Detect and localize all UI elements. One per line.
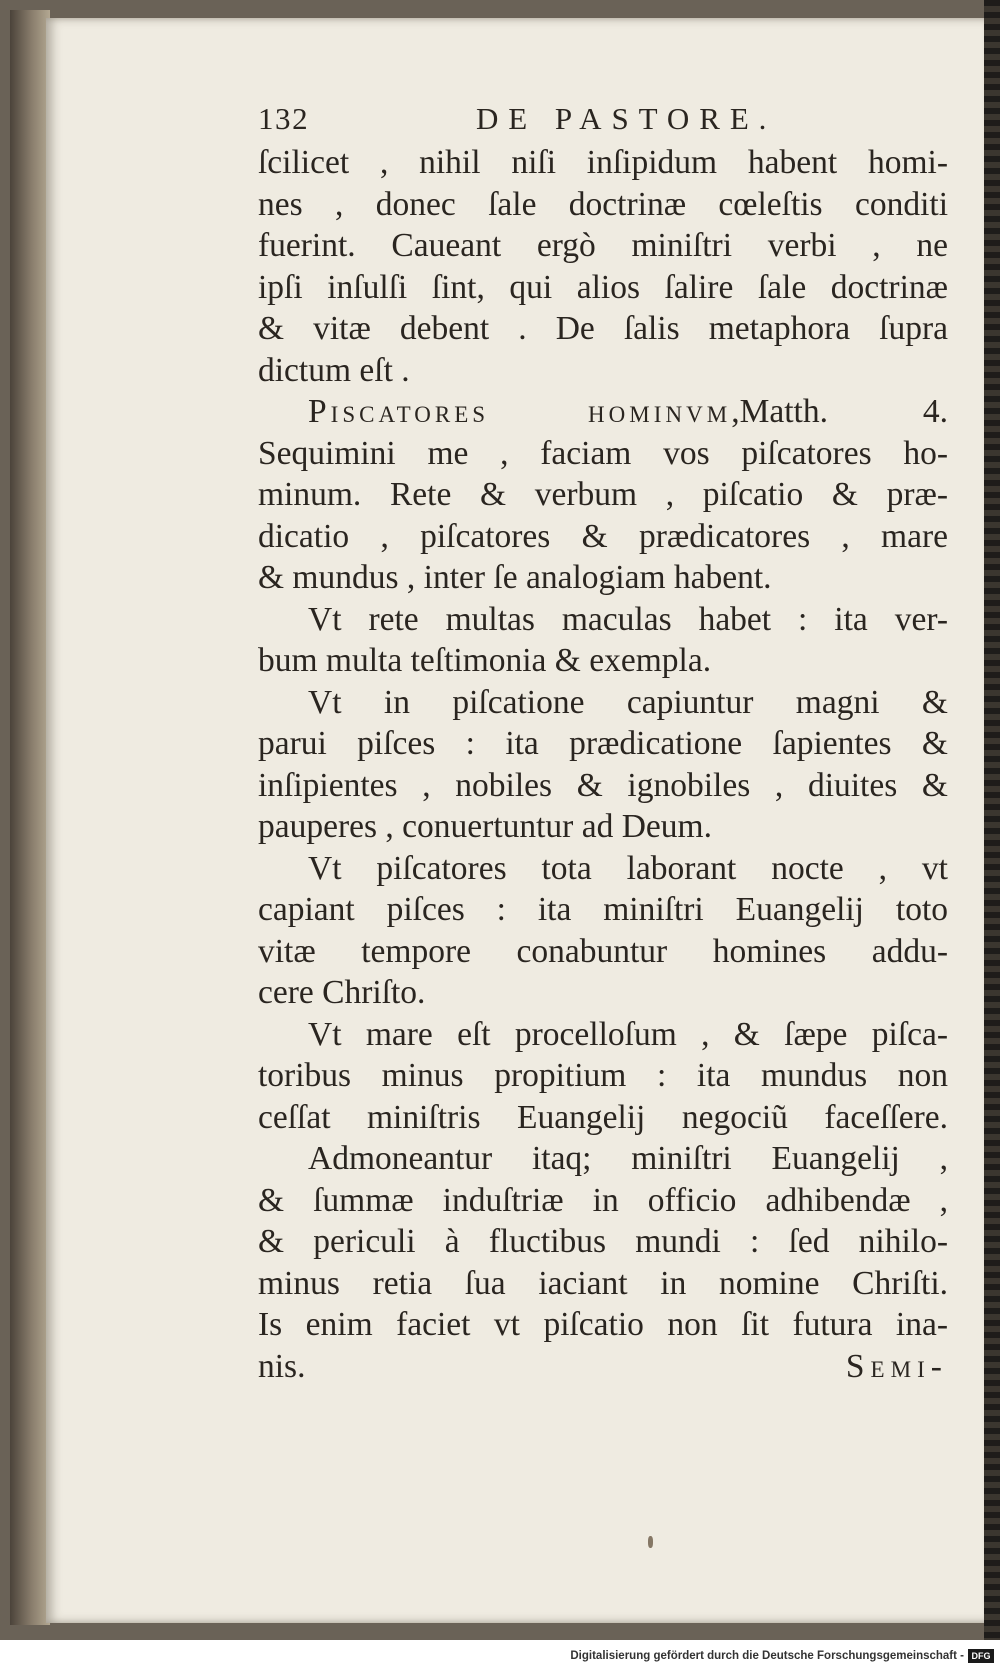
section-lead-reference: ,Matth. 4.	[731, 393, 948, 430]
text-line: bum multa teſtimonia & exempla.	[258, 642, 712, 679]
text-line: parui piſces : ita prædicatione ſapientes &	[258, 725, 948, 762]
footer-bar	[0, 1640, 1000, 1673]
text-line: & mundus , inter ſe analogiam habent.	[258, 559, 772, 596]
text-line: ipſi inſulſi ſint, qui alios ſalire ſale doctrinæ	[258, 268, 948, 306]
running-title: DE PASTORE.	[476, 101, 777, 136]
last-line-with-catchword	[258, 1346, 948, 1388]
text-line: & ſummæ induſtriæ in officio adhibendæ ,	[258, 1181, 948, 1219]
text-line: pauperes , conuertuntur ad Deum.	[258, 808, 712, 845]
text-line: & vitæ debent . De ſalis metaphora ſupra	[258, 310, 948, 347]
paragraph-first-line: Vt piſcatores tota laborant nocte , vt	[308, 849, 948, 887]
page-edge-strip	[984, 0, 1000, 1640]
page-number: 132	[258, 101, 310, 136]
text-line: & periculi à fluctibus mundi : ſed nihilo-	[258, 1223, 948, 1260]
text-line: dictum eſt .	[258, 351, 410, 389]
paragraph-first-line: Vt mare eſt procelloſum , & ſæpe piſca-	[308, 1015, 948, 1053]
dfg-logo: DFG	[968, 1649, 994, 1663]
text-line: fuerint. Caueant ergò miniſtri verbi , ne	[258, 227, 948, 264]
text-line-end: nis.	[258, 1347, 306, 1385]
text-line: dicatio , piſcatores & prædicatores , mare	[258, 517, 948, 555]
running-head	[258, 98, 948, 142]
paragraph-first-line: Vt in piſcatione capiuntur magni &	[308, 683, 948, 721]
digitization-credit: Digitalisierung gefördert durch die Deutsche Forschungsgemeinschaft -	[570, 1650, 964, 1662]
paragraph-first-line: Admoneantur itaq; miniſtri Euangelij ,	[308, 1140, 948, 1177]
text-line: nes , donec ſale doctrinæ cœleſtis conditi	[258, 185, 948, 223]
text-line: Is enim faciet vt piſcatio non ſit futura ina-	[258, 1306, 948, 1343]
ink-speck	[648, 1536, 653, 1548]
text-line: minum. Rete & verbum , piſcatio & præ-	[258, 476, 948, 513]
text-line: ſcilicet , nihil niſi inſipidum habent homi-	[258, 144, 948, 181]
text-line: Sequimini me , faciam vos piſcatores ho-	[258, 434, 948, 472]
text-line: toribus minus propitium : ita mundus non	[258, 1057, 948, 1094]
section-lead	[258, 391, 948, 433]
text-line: inſipientes , nobiles & ignobiles , diuites &	[258, 766, 948, 804]
section-lead-smallcaps: Piscatores hominvm	[308, 393, 732, 430]
text-line: cere Chriſto.	[258, 974, 426, 1011]
text-line: capiant piſces : ita miniſtri Euangelij toto	[258, 891, 948, 928]
catchword: Semi-	[845, 1347, 948, 1385]
page-text	[258, 98, 948, 1387]
text-line: ceſſat miniſtris Euangelij negociũ faceſſere.	[258, 1098, 948, 1136]
text-line: minus retia ſua iaciant in nomine Chriſti.	[258, 1264, 948, 1302]
book-spine-edge	[10, 10, 50, 1625]
text-line: vitæ tempore conabuntur homines addu-	[258, 932, 948, 970]
paragraph-first-line: Vt rete multas maculas habet : ita ver-	[308, 600, 948, 638]
